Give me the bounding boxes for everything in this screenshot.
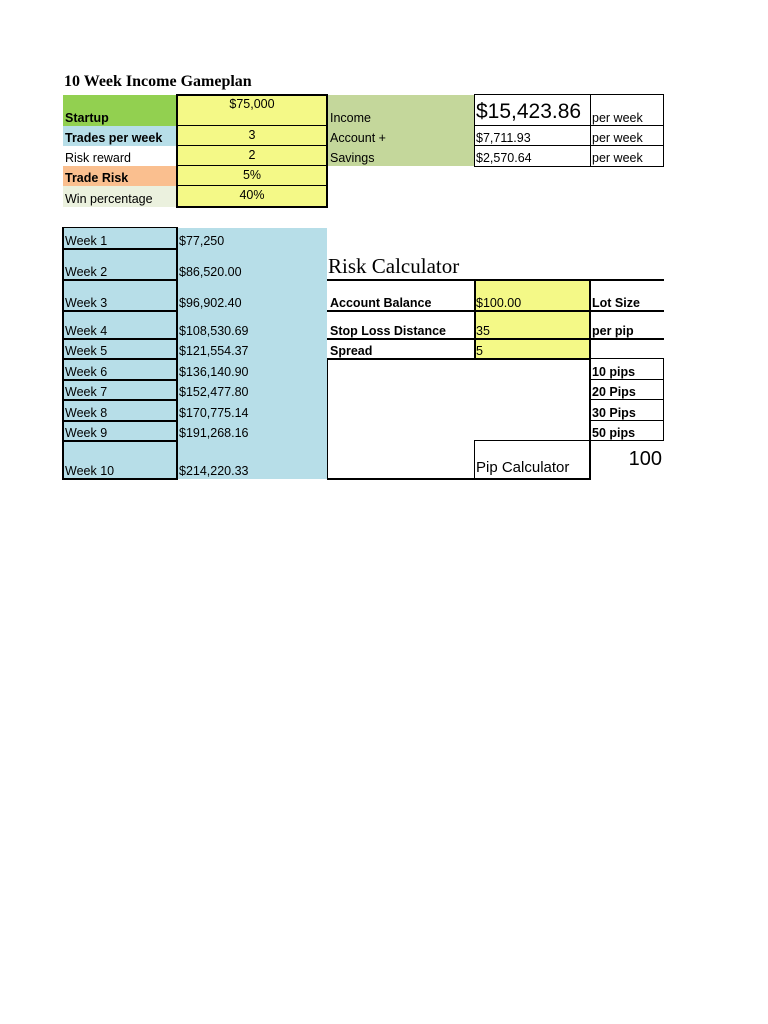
account-balance-value[interactable]: $100.00 [474, 281, 590, 311]
border [62, 358, 178, 360]
savings-value: $2,570.64 [476, 150, 532, 165]
border [589, 358, 591, 479]
sheet-title: 10 Week Income Gameplan [64, 73, 252, 90]
stop-loss-label: Stop Loss Distance [330, 323, 446, 338]
border [474, 94, 664, 95]
account-balance-label: Account Balance [330, 295, 432, 310]
border [62, 279, 178, 281]
week-label: Week 6 [63, 359, 177, 380]
trades-per-week-value[interactable]: 3 [177, 126, 327, 146]
spread-value[interactable]: 5 [474, 339, 590, 359]
border [176, 227, 178, 480]
win-percentage-label: Win percentage [63, 186, 177, 207]
week-label: Week 1 [63, 228, 177, 249]
border [663, 358, 664, 441]
trade-risk-label: Trade Risk [63, 166, 177, 186]
border [327, 358, 591, 360]
border [176, 185, 328, 186]
border [176, 165, 328, 166]
border [327, 310, 664, 312]
border [62, 227, 178, 228]
border [176, 145, 328, 146]
account-value: $7,711.93 [476, 130, 531, 145]
savings-unit: per week [592, 150, 643, 165]
border [62, 227, 64, 480]
week-value: $121,554.37 [177, 339, 327, 359]
week-label: Week 4 [63, 311, 177, 339]
week-label: Week 7 [63, 380, 177, 400]
pip-calculator-label: Pip Calculator [476, 459, 570, 476]
border [62, 440, 178, 442]
border [474, 166, 664, 167]
week-value: $77,250 [177, 228, 327, 249]
border [176, 94, 328, 96]
border [590, 420, 664, 421]
savings-label: Savings [328, 146, 474, 166]
border [474, 280, 476, 360]
border [327, 338, 664, 340]
pips-30: 30 Pips [592, 405, 636, 420]
week-value: $136,140.90 [177, 359, 327, 380]
border [589, 280, 591, 360]
border [62, 338, 178, 340]
week-label: Week 2 [63, 249, 177, 280]
per-pip-label: per pip [592, 323, 634, 338]
risk-reward-label: Risk reward [63, 146, 177, 166]
pips-50: 50 pips [592, 425, 636, 440]
risk-calculator-title: Risk Calculator [328, 254, 460, 278]
account-label: Account + [328, 126, 474, 146]
border [474, 125, 664, 126]
border [62, 399, 178, 401]
week-value: $86,520.00 [177, 249, 327, 280]
week-label: Week 5 [63, 339, 177, 359]
border [176, 94, 178, 208]
border [590, 358, 664, 359]
border [62, 478, 178, 480]
border [176, 206, 328, 208]
pips-20: 20 Pips [592, 384, 636, 399]
pips-10: 10 pips [592, 364, 636, 379]
week-label: Week 3 [63, 280, 177, 311]
account-unit: per week [592, 130, 643, 145]
week-value: $108,530.69 [177, 311, 327, 339]
border [176, 125, 328, 126]
lot-size-label: Lot Size [592, 295, 640, 310]
border [327, 478, 591, 480]
border [474, 145, 664, 146]
border [327, 279, 664, 281]
week-value: $191,268.16 [177, 421, 327, 441]
risk-reward-value[interactable]: 2 [177, 146, 327, 166]
border [474, 440, 664, 441]
border [663, 94, 664, 167]
spread-label: Spread [330, 343, 373, 358]
border [590, 94, 591, 167]
stop-loss-value[interactable]: 35 [474, 311, 590, 339]
week-value: $214,220.33 [177, 441, 327, 479]
week-label: Week 10 [63, 441, 177, 479]
border [474, 94, 475, 167]
week-value: $152,477.80 [177, 380, 327, 400]
border [590, 399, 664, 400]
border [474, 440, 475, 479]
pip-calculator-value[interactable]: 100 [628, 448, 662, 470]
income-label: Income [328, 95, 474, 126]
border [590, 379, 664, 380]
startup-value[interactable]: $75,000 [177, 95, 327, 126]
border [62, 310, 178, 312]
income-value: $15,423.86 [476, 100, 582, 123]
win-percentage-value[interactable]: 40% [177, 186, 327, 207]
week-label: Week 9 [63, 421, 177, 441]
border [327, 358, 328, 479]
border [62, 379, 178, 381]
trade-risk-value[interactable]: 5% [177, 166, 327, 186]
trades-per-week-label: Trades per week [63, 126, 177, 146]
border [62, 248, 178, 250]
week-value: $170,775.14 [177, 400, 327, 421]
border [62, 420, 178, 422]
week-label: Week 8 [63, 400, 177, 421]
income-unit: per week [592, 110, 643, 125]
week-value: $96,902.40 [177, 280, 327, 311]
startup-label: Startup [63, 95, 177, 126]
